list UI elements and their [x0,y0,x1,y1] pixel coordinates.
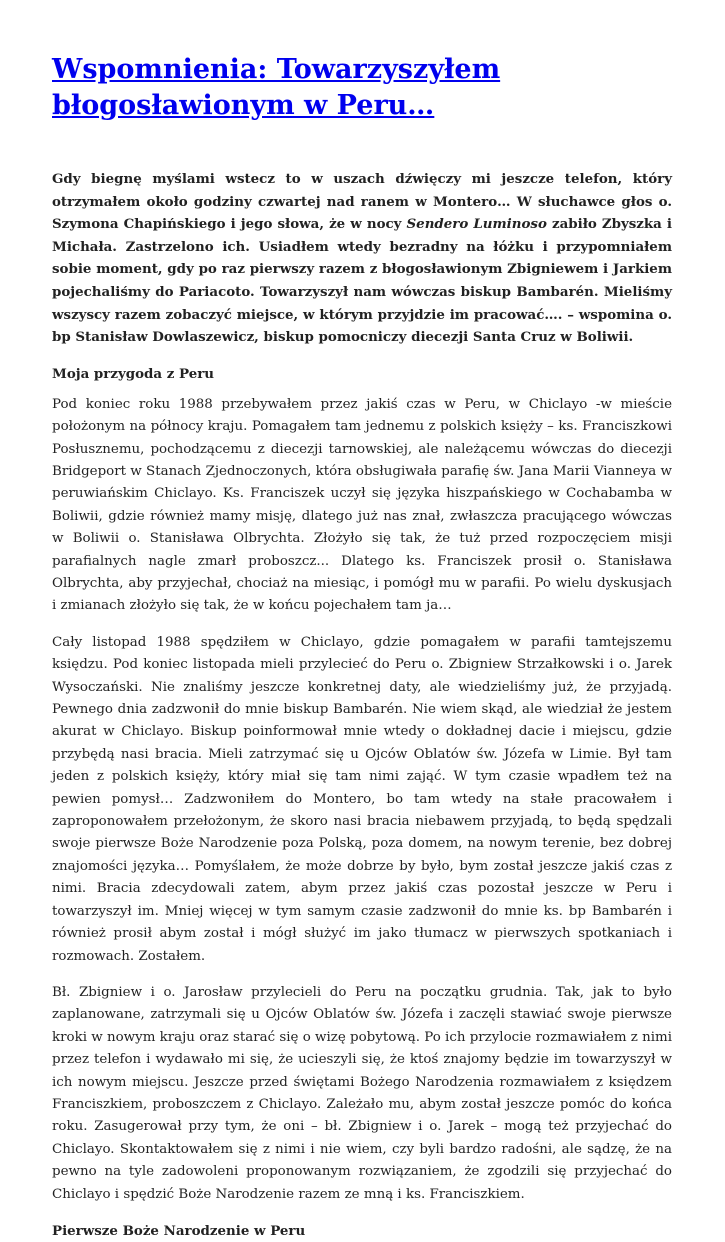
paragraph: Pod koniec roku 1988 przebywałem przez jakiś czas w Peru, w Chiclayo -w mieście położonym na północy kraju. Pomagałem tam jednemu z polskich księży – ks. Franciszkowi Posłusznemu, pochodzącemu z diecezji tarnowskiej, ale należącemu wówczas do diecezji Bridgeport w Stanach Zjednoczonych, która obsługiwała parafię św. Jana Marii Vianneya w peruwiańskim Chiclayo. Ks. Franciszek uczył się języka hiszpańskiego w Cochabamba w Boliwii, gdzie również mamy misję, dlatego już nas znał, zwłaszcza pracującego wówczas w Boliwii o. Stanisława Olbrychta. Złożyło się tak, że tuż przed rozpoczęciem misji parafialnych nagle zmarł proboszcz... Dlatego ks. Franciszek prosił o. Stanisława Olbrychta, aby przyjechał, chociaż na miesiąc, i pomógł mu w parafii. Po wielu dyskusjach i zmianach złożyło się tak, że w końcu pojechałem tam ja… [52,396,672,614]
lead-emphasis: Sendero Luminoso [406,216,547,233]
article-title-link[interactable]: Wspomnienia: Towarzyszyłem błogosławionym w Peru… [52,54,501,121]
section-heading-pierwsze-boze-narodzenie: Pierwsze Boże Narodzenie w Peru [52,1222,306,1239]
article-lead [52,168,672,349]
lead-text-part2: zabiło Zbyszka i Michała. Zastrzelono ich. Usiadłem wtedy bezradny na łóżku i przypomniałem sobie moment, gdy po raz pierwszy razem z błogosławionym Zbigniewem i Jarkiem pojechaliśmy do Pariacoto. Towarzyszył nam wówczas biskup Bambarén. Mieliśmy wszyscy razem zobaczyć miejsce, w którym przyjdzie im pracować…. – wspomina o. bp Stanisław Dowlaszewicz, biskup pomocniczy diecezji Santa Cruz w Boliwii. [52,216,672,346]
paragraph: Bł. Zbigniew i o. Jarosław przylecieli do Peru na początku grudnia. Tak, jak to było zaplanowane, zatrzymali się u Ojców Oblatów św. Józefa i zaczęli stawiać swoje pierwsze kroki w nowym kraju oraz starać się o wizę pobytową. Po ich przylocie rozmawiałem z nimi przez telefon i wydawało mi się, że ucieszyli się, że ktoś znajomy będzie im towarzyszył w ich nowym miejscu. Jeszcze przed świętami Bożego Narodzenia rozmawiałem z księdzem Franciszkiem, proboszczem z Chiclayo. Zależało mu, abym został jeszcze pomóc do końca roku. Zasugerował przy tym, że oni – bł. Zbigniew i o. Jarek – mogą też przyjechać do Chiclayo. Skontaktowałem się z nimi i nie wiem, czy byli bardzo radośni, ale sądzę, że na pewno na tyle zadowoleni proponowanym rozwiązaniem, że zgodzili się przyjechać do Chiclayo i spędzić Boże Narodzenie razem ze mną i ks. Franciszkiem. [52,984,672,1202]
article-title [52,52,672,124]
section-heading-moja-przygoda: Moja przygoda z Peru [52,365,215,382]
lead-text-part1: Gdy biegnę myślami wstecz to w uszach dźwięczy mi jeszcze telefon, który otrzymałem około godziny czwartej nad ranem w Montero… W słuchawce głos o. Szymona Chapińskiego i jego słowa, że w nocy [52,171,672,233]
paragraph: Cały listopad 1988 spędziłem w Chiclayo, gdzie pomagałem w parafii tamtejszemu księdzu. Pod koniec listopada mieli przylecieć do Peru o. Zbigniew Strzałkowski i o. Jarek Wysoczański. Nie znaliśmy jeszcze konkretnej daty, ale wiedzieliśmy już, że przyjadą. Pewnego dnia zadzwonił do mnie biskup Bambarén. Nie wiem skąd, ale wiedział że jestem akurat w Chiclayo. Biskup poinformował mnie wtedy o dokładnej dacie i miejscu, gdzie przybędą nasi bracia. Mieli zatrzymać się u Ojców Oblatów św. Józefa w Limie. Był tam jeden z polskich księży, który miał się tam nimi zająć. W tym czasie wpadłem też na pewien pomysł… Zadzwoniłem do Montero, bo tam wtedy na stałe pracowałem i zaproponowałem przełożonym, że skoro nasi bracia niebawem przyjadą, to będą spędzali swoje pierwsze Boże Narodzenie poza Polską, poza domem, na nowym terenie, bez dobrej znajomości języka… Pomyślałem, że może dobrze by było, bym został jeszcze jakiś czas z nimi. Bracia zdecydowali zatem, abym przez jakiś czas pozostał jeszcze w Peru i towarzyszył im. Mniej więcej w tym samym czasie zadzwonił do mnie ks. bp Bambarén i również prosił abym został i mógł służyć im jako tłumacz w pierwszych spotkaniach i rozmowach. Zostałem. [52,634,672,964]
